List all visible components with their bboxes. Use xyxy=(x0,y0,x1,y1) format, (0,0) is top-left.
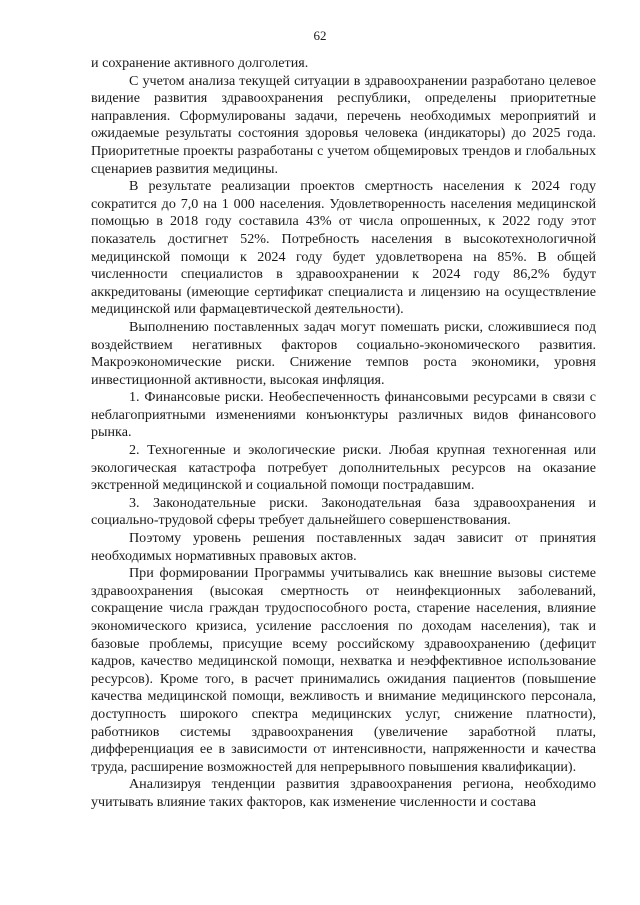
paragraph-regulatory-acts: Поэтому уровень решения поставленных задач зависит от принятия необходимых нормативных правовых актов. xyxy=(91,530,596,564)
paragraph-financial-risks: 1. Финансовые риски. Необеспеченность финансовыми ресурсами в связи с неблагоприятными изменениями конъюнктуры различных видов финансового рынка. xyxy=(91,389,596,441)
paragraph-program-formation: При формировании Программы учитывались как внешние вызовы системе здравоохранения (высокая смертность от неинфекционных заболеваний, сокращение числа граждан трудоспособного роста, старение населения, влияние экономического кризиса, усиление расслоения по доходам населения), так и базовые проблемы, присущие всему российскому здравоохранению (дефицит кадров, качество медицинской помощи, нехватка и неэффективное использование ресурсов). Кроме того, в расчет принимались ожидания пациентов (повышение качества медицинской помощи, вежливость и внимание медицинского персонала, доступность широкого спектра медицинских услуг, снижение платности), работников системы здравоохранения (увеличение заработной платы, дифференциация ее в зависимости от интенсивности, напряженности и качества труда, расширение возможностей для непрерывного повышения квалификации). xyxy=(91,565,596,775)
paragraph-technogenic-risks: 2. Техногенные и экологические риски. Любая крупная техногенная или экологическая катастрофа потребует дополнительных ресурсов на оказание экстренной медицинской и социальной помощи пострадавшим. xyxy=(91,442,596,494)
paragraph-legislative-risks: 3. Законодательные риски. Законодательная база здравоохранения и социально-трудовой сферы требует дальнейшего совершенствования. xyxy=(91,494,596,529)
paragraph-regional-trends: Анализируя тенденции развития здравоохранения региона, необходимо учитывать влияние таких факторов, как изменение численности и состава xyxy=(91,776,596,810)
paragraph-risks-intro: Выполнению поставленных задач могут помешать риски, сложившиеся под воздействием негативных факторов социально-экономического развития. Макроэкономические риски. Снижение темпов роста экономики, уровня инвестиционной активности, высокая инфляция. xyxy=(91,318,596,388)
page-number: 62 xyxy=(313,28,327,43)
paragraph-continuation: и сохранение активного долголетия. xyxy=(91,55,309,71)
paragraph-results: В результате реализации проектов смертность населения к 2024 году сократится до 7,0 на 1 000 населения. Удовлетворенность населения медицинской помощью в 2018 году составила 43% от числа опрошенных, к 2022 году этот показатель достигнет 52%. Потребность населения в высокотехнологичной медицинской помощи к 2024 году будет удовлетворена на 85%. В общей численности специалистов в здравоохранении к 2024 году 86,2% будут аккредитованы (имеющие сертификат специалиста и лицензию на осуществление медицинской или фармацевтической деятельности). xyxy=(91,178,596,318)
document-body xyxy=(91,55,596,812)
paragraph-target-vision: С учетом анализа текущей ситуации в здравоохранении разработано целевое видение развития здравоохранения республики, определены приоритетные направления. Сформулированы задачи, перечень необходимых мероприятий и ожидаемые результаты состояния здоровья человека (индикаторы) до 2025 года. Приоритетные проекты разработаны с учетом общемировых трендов и глобальных сценариев развития медицины. xyxy=(91,72,596,177)
